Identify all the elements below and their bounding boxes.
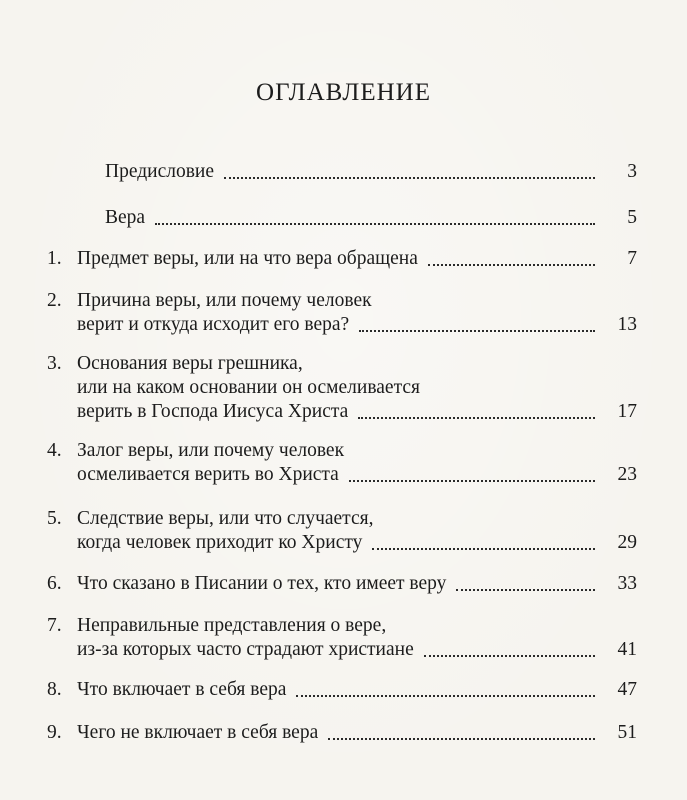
toc-entry-title: верить в Господа Иисуса Христа	[77, 401, 349, 422]
toc-page-number: 3	[627, 161, 637, 182]
toc-entry-number: 2.	[47, 290, 62, 311]
toc-entry-title: Неправильные представления о вере,	[77, 615, 387, 636]
toc-page-number: 29	[617, 532, 637, 553]
toc-entry-title: Залог веры, или почему человек	[77, 440, 345, 461]
toc-entry-title: Предисловие	[105, 161, 215, 182]
dot-leader	[155, 222, 595, 225]
toc-page-number: 13	[617, 314, 637, 335]
dot-leader	[372, 547, 595, 550]
toc-entry-text	[77, 721, 637, 745]
toc-entry-title: или на каком основании он осмеливается	[77, 377, 420, 398]
toc-entry-text	[77, 352, 637, 424]
dot-leader	[296, 694, 595, 697]
toc-entry-title: Чего не включает в себя вера	[77, 722, 319, 743]
dot-leader	[428, 263, 595, 266]
toc-entry-title: когда человек приходит ко Христу	[77, 532, 363, 553]
dot-leader	[349, 479, 595, 482]
dot-leader	[328, 737, 595, 740]
toc-entry-text	[105, 160, 637, 184]
toc-page-number: 51	[617, 722, 637, 743]
toc-entry-title: из-за которых часто страдают христиане	[77, 639, 414, 660]
toc-page-number: 41	[617, 639, 637, 660]
dot-leader	[424, 654, 595, 657]
toc-entry-number: 9.	[47, 722, 62, 743]
toc-entry-text	[77, 439, 637, 487]
dot-leader	[359, 329, 595, 332]
toc-entry-title: Причина веры, или почему человек	[77, 290, 372, 311]
toc-entry-number: 4.	[47, 440, 62, 461]
toc-entry-number: 7.	[47, 615, 62, 636]
toc-page-number: 7	[627, 248, 637, 269]
toc-page-number: 33	[617, 573, 637, 594]
toc-entry-text	[77, 572, 637, 596]
toc-entry-title: верит и откуда исходит его вера?	[77, 314, 350, 335]
toc-entry-text	[77, 614, 637, 662]
toc-entry-title: Предмет веры, или на что вера обращена	[77, 248, 418, 269]
toc-page-number: 47	[617, 679, 637, 700]
page-title: ОГЛАВЛЕНИЕ	[256, 79, 431, 106]
toc-entry-number: 1.	[47, 248, 62, 269]
toc-entry-number: 8.	[47, 679, 62, 700]
toc-page-number: 23	[617, 464, 637, 485]
toc-page-number: 17	[617, 401, 637, 422]
dot-leader	[224, 176, 595, 179]
toc-page-number: 5	[627, 207, 637, 228]
toc-entry-text	[77, 289, 637, 337]
toc-entry-number: 5.	[47, 508, 62, 529]
dot-leader	[456, 588, 595, 591]
toc-entry-title: Что сказано в Писании о тех, кто имеет веру	[77, 573, 447, 594]
toc-entry-title: Следствие веры, или что случается,	[77, 508, 374, 529]
toc-entry-text	[77, 507, 637, 555]
toc-entry-title: Основания веры грешника,	[77, 353, 303, 374]
toc-entry-number: 3.	[47, 353, 62, 374]
toc-entry-title: Вера	[105, 207, 146, 228]
toc-entry-number: 6.	[47, 573, 62, 594]
toc-entry-text	[77, 678, 637, 702]
dot-leader	[358, 416, 595, 419]
toc-entry-text	[105, 206, 637, 230]
toc-entry-title: Что включает в себя вера	[77, 679, 287, 700]
toc-entry-text	[77, 247, 637, 271]
toc-entry-title: осмеливается верить во Христа	[77, 464, 339, 485]
